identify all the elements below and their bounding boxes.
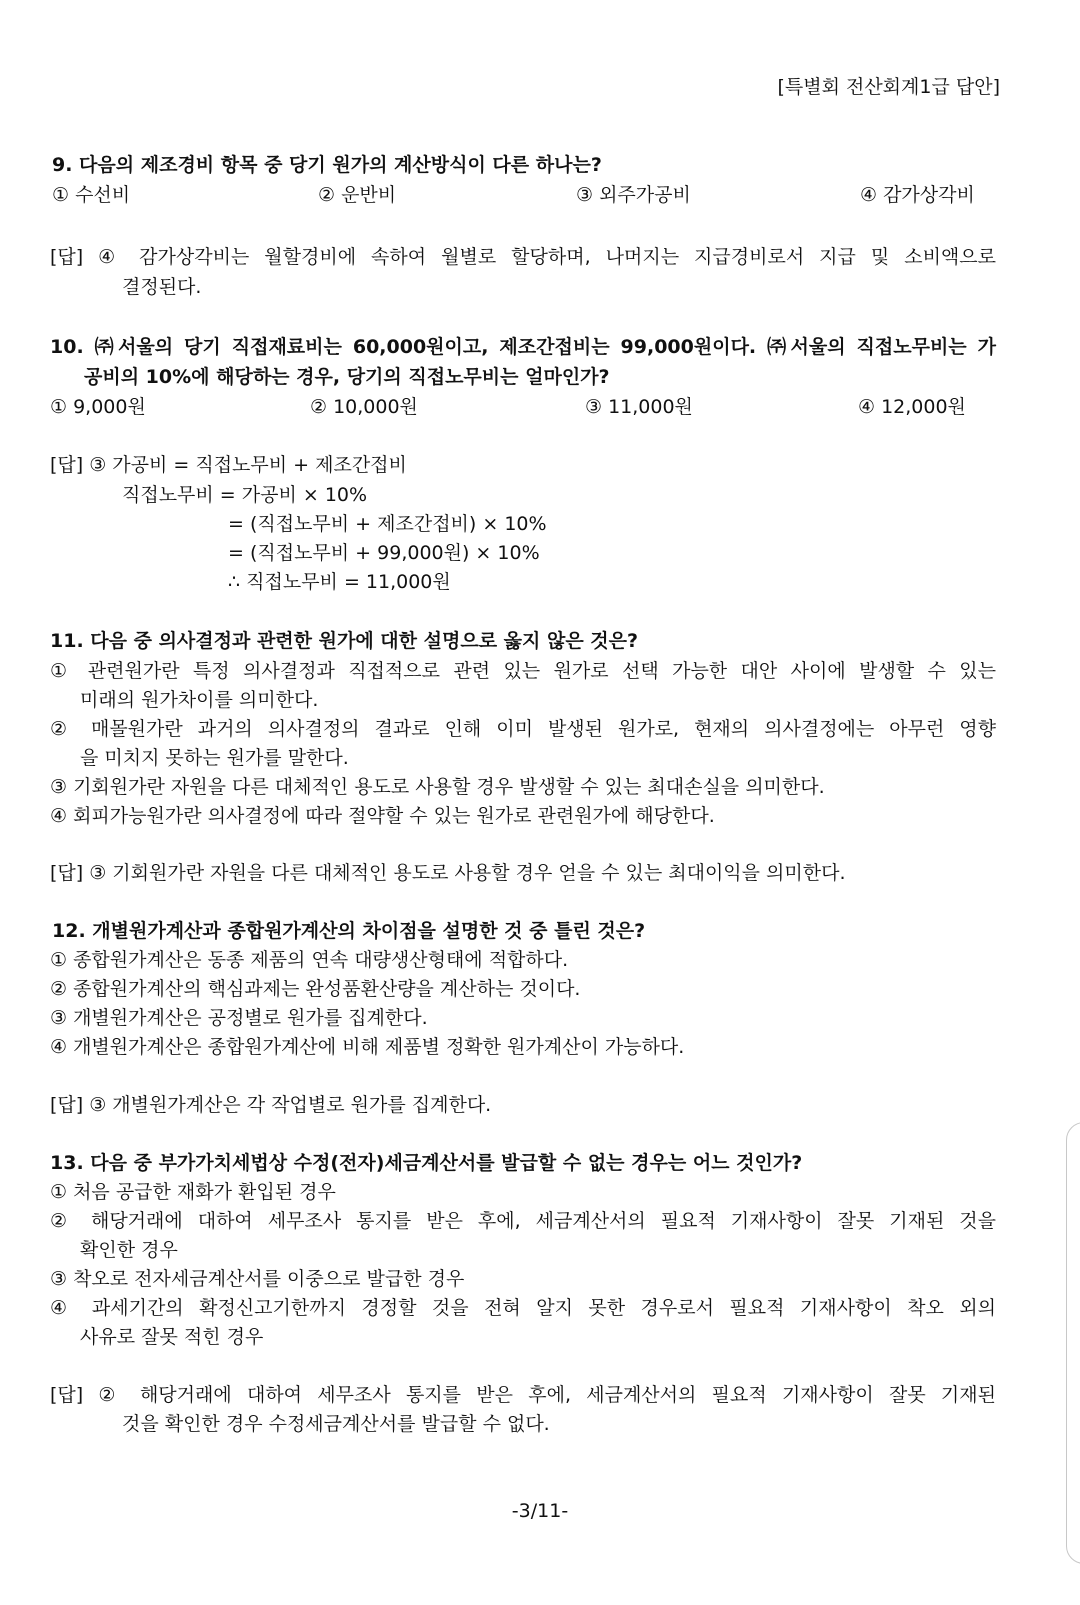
page-number: -3/11-: [511, 1500, 569, 1522]
q13-option-2-line1: ② 해당거래에 대하여 세무조사 통지를 받은 후에, 세금계산서의 필요적 기재사항이 잘못 기재된 것을: [50, 1210, 996, 1232]
q9-answer-line1: [답] ④ 감가상각비는 월할경비에 속하여 월별로 할당하며, 나머지는 지급경비로서 지급 및 소비액으로: [50, 246, 996, 268]
q10-option-3: ③ 11,000원: [585, 396, 693, 418]
q13-answer-line2: 것을 확인한 경우 수정세금계산서를 발급할 수 없다.: [122, 1413, 550, 1435]
q9-question: 9. 다음의 제조경비 항목 중 당기 원가의 계산방식이 다른 하나는?: [52, 154, 602, 176]
q13-option-1: ① 처음 공급한 재화가 환입된 경우: [50, 1181, 336, 1203]
q10-answer-line5: ∴ 직접노무비 = 11,000원: [228, 571, 451, 593]
q10-option-4: ④ 12,000원: [858, 396, 966, 418]
q10-answer-line4: = (직접노무비 + 99,000원) × 10%: [228, 542, 540, 564]
q11-answer: [답] ③ 기회원가란 자원을 다른 대체적인 용도로 사용할 경우 얻을 수 있는 최대이익을 의미한다.: [50, 862, 846, 884]
q13-option-4-line1: ④ 과세기간의 확정신고기한까지 경정할 것을 전혀 알지 못한 경우로서 필요적 기재사항이 착오 외의: [50, 1297, 996, 1319]
q11-question: 11. 다음 중 의사결정과 관련한 원가에 대한 설명으로 옳지 않은 것은?: [50, 630, 639, 652]
q10-option-1: ① 9,000원: [50, 396, 146, 418]
q9-option-2: ② 운반비: [318, 184, 397, 206]
q12-option-4: ④ 개별원가계산은 종합원가계산에 비해 제품별 정확한 원가계산이 가능하다.: [50, 1036, 685, 1058]
q9-option-1: ① 수선비: [52, 184, 131, 206]
q11-option-1-line1: ① 관련원가란 특정 의사결정과 직접적으로 관련 있는 원가로 선택 가능한 대안 사이에 발생할 수 있는: [50, 660, 996, 682]
q11-option-3: ③ 기회원가란 자원을 다른 대체적인 용도로 사용할 경우 발생할 수 있는 최대손실을 의미한다.: [50, 776, 825, 798]
scroll-handle[interactable]: [1066, 1122, 1080, 1564]
q10-answer-line3: = (직접노무비 + 제조간접비) × 10%: [228, 513, 547, 535]
page-header-title: [특별회 전산회계1급 답안]: [777, 76, 1000, 98]
q10-answer-line2: 직접노무비 = 가공비 × 10%: [122, 484, 368, 506]
q9-option-4: ④ 감가상각비: [860, 184, 975, 206]
q12-option-1: ① 종합원가계산은 동종 제품의 연속 대량생산형태에 적합하다.: [50, 949, 569, 971]
q10-answer-line1: [답] ③ 가공비 = 직접노무비 + 제조간접비: [50, 454, 407, 476]
q9-option-3: ③ 외주가공비: [576, 184, 691, 206]
q13-answer-line1: [답] ② 해당거래에 대하여 세무조사 통지를 받은 후에, 세금계산서의 필요적 기재사항이 잘못 기재된: [50, 1384, 996, 1406]
q11-option-1-line2: 미래의 원가차이를 의미한다.: [80, 689, 319, 711]
q12-option-2: ② 종합원가계산의 핵심과제는 완성품환산량을 계산하는 것이다.: [50, 978, 581, 1000]
q12-option-3: ③ 개별원가계산은 공정별로 원가를 집계한다.: [50, 1007, 428, 1029]
q10-option-2: ② 10,000원: [310, 396, 418, 418]
q12-answer: [답] ③ 개별원가계산은 각 작업별로 원가를 집계한다.: [50, 1094, 492, 1116]
q13-option-2-line2: 확인한 경우: [80, 1239, 178, 1261]
q13-question: 13. 다음 중 부가가치세법상 수정(전자)세금계산서를 발급할 수 없는 경우는 어느 것인가?: [50, 1152, 803, 1174]
q11-option-2-line1: ② 매몰원가란 과거의 의사결정의 결과로 인해 이미 발생된 원가로, 현재의 의사결정에는 아무런 영향: [50, 718, 996, 740]
q9-answer-line2: 결정된다.: [122, 276, 202, 298]
q13-option-4-line2: 사유로 잘못 적힌 경우: [80, 1326, 264, 1348]
q10-question-line1: 10. ㈜서울의 당기 직접재료비는 60,000원이고, 제조간접비는 99,000원이다. ㈜서울의 직접노무비는 가: [50, 336, 996, 358]
q10-question-line2: 공비의 10%에 해당하는 경우, 당기의 직접노무비는 얼마인가?: [84, 366, 610, 388]
q11-option-4: ④ 회피가능원가란 의사결정에 따라 절약할 수 있는 원가로 관련원가에 해당한다.: [50, 805, 715, 827]
q13-option-3: ③ 착오로 전자세금계산서를 이중으로 발급한 경우: [50, 1268, 465, 1290]
q11-option-2-line2: 을 미치지 못하는 원가를 말한다.: [80, 747, 349, 769]
q12-question: 12. 개별원가계산과 종합원가계산의 차이점을 설명한 것 중 틀린 것은?: [52, 920, 646, 942]
